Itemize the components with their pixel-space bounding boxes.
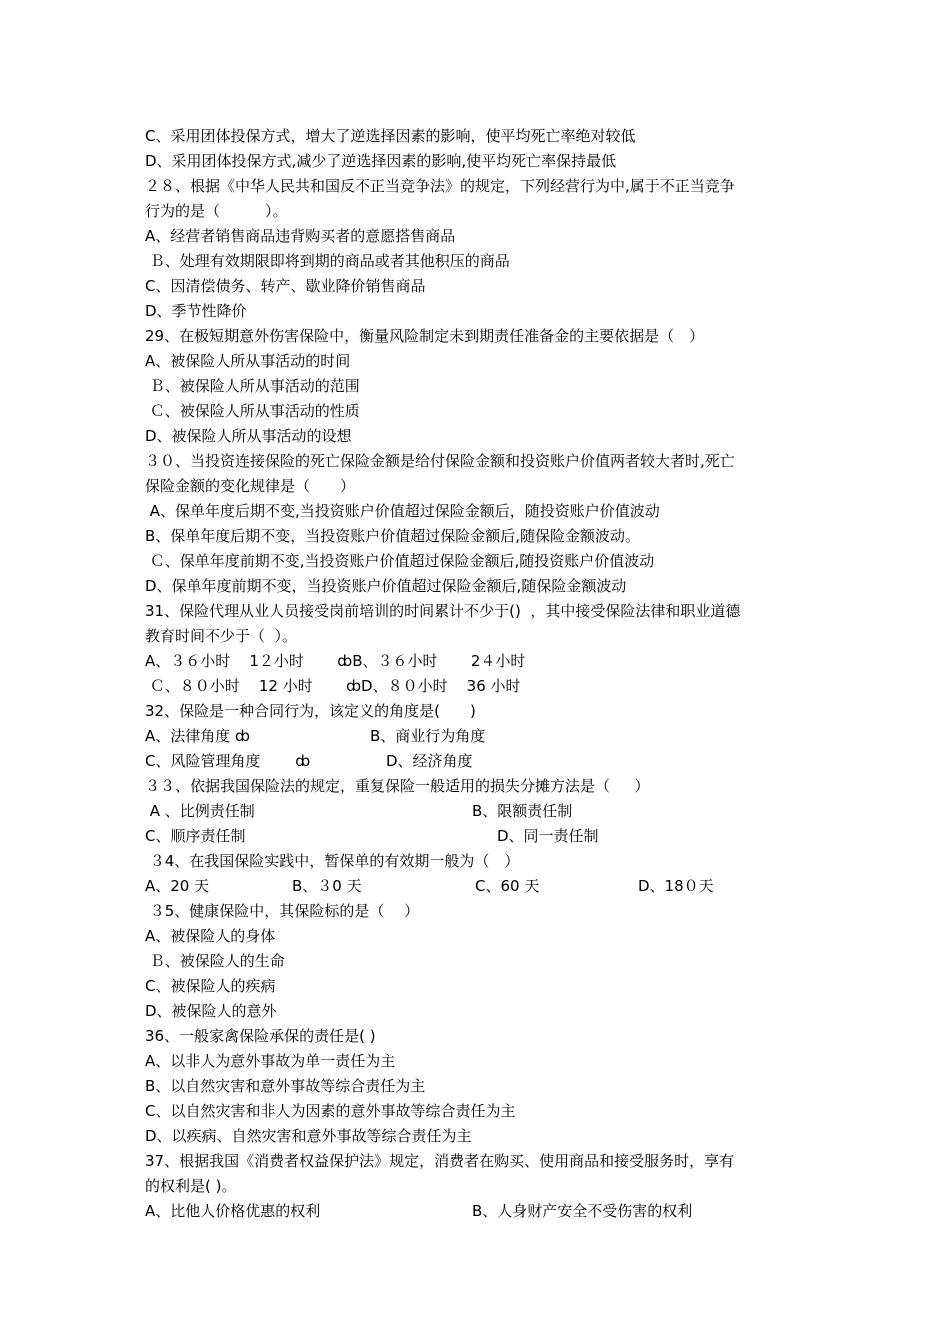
- q37-stem-line1: 37、根据我国《消费者权益保护法》规定，消费者在购买、使用商品和接受服务时，享有: [145, 1152, 735, 1170]
- q28-option-d: D、季节性降价: [145, 302, 247, 320]
- q32-stem: 32、保险是一种合同行为，该定义的角度是( ): [145, 702, 476, 720]
- q36-stem: 36、一般家禽保险承保的责任是( ): [145, 1027, 376, 1045]
- q37-option-b: B、人身财产安全不受伤害的权利: [472, 1202, 693, 1220]
- q35-option-b: Ｂ、被保险人的生命: [145, 952, 285, 970]
- q35-option-a: A、被保险人的身体: [145, 927, 276, 945]
- q32-option-c: C、风险管理角度 ȸ: [145, 752, 311, 770]
- q36-option-c: C、以自然灾害和非人为因素的意外事故等综合责任为主: [145, 1102, 516, 1120]
- q29-option-a: A、被保险人所从事活动的时间: [145, 352, 351, 370]
- q32-option-d: D、经济角度: [386, 752, 473, 770]
- q29-option-c: Ｃ、被保险人所从事活动的性质: [145, 402, 360, 420]
- q37-option-a: A、比他人价格优惠的权利: [145, 1202, 321, 1220]
- q28-stem-line1: ２８、根据《中华人民共和国反不正当竞争法》的规定，下列经营行为中,属于不正当竞争: [145, 177, 735, 195]
- q30-option-c: Ｃ、保单年度前期不变,当投资账户价值超过保险金额后,随投资账户价值波动: [145, 552, 655, 570]
- q33-option-a: A 、比例责任制: [145, 802, 255, 820]
- q34-option-d: D、18０天: [638, 877, 714, 895]
- q30-stem-line2: 保险金额的变化规律是（ ）: [145, 477, 356, 495]
- q32-option-a: A、法律角度 ȸ: [145, 727, 251, 745]
- q31-options-row2: Ｃ、８０小时 12 小时 ȸD、８０小时 36 小时: [145, 677, 521, 695]
- q29-stem: 29、在极短期意外伤害保险中，衡量风险制定未到期责任准备金的主要依据是（ ）: [145, 327, 705, 345]
- q31-stem-line1: 31、保险代理从业人员接受岗前培训的时间累计不少于() ，其中接受保险法律和职业道德: [145, 602, 741, 620]
- q30-stem-line1: ３０、当投资连接保险的死亡保险金额是给付保险金额和投资账户价值两者较大者时,死亡: [145, 452, 735, 470]
- q28-option-c: C、因清偿债务、转产、歇业降价销售商品: [145, 277, 426, 295]
- q36-option-d: D、以疾病、自然灾害和意外事故等综合责任为主: [145, 1127, 472, 1145]
- q34-stem: ３4、在我国保险实践中，暂保单的有效期一般为（ ）: [145, 852, 520, 870]
- q37-stem-line2: 的权利是( )。: [145, 1177, 237, 1195]
- q32-option-b: B、商业行为角度: [370, 727, 486, 745]
- q28-option-a: A、经营者销售商品违背购买者的意愿搭售商品: [145, 227, 456, 245]
- q31-options-row1: A、３６小时 1２小时 ȸB、３６小时 2４小时: [145, 652, 526, 670]
- q35-stem: ３5、健康保险中，其保险标的是（ ）: [145, 902, 420, 920]
- q36-option-b: B、以自然灾害和意外事故等综合责任为主: [145, 1077, 426, 1095]
- q33-stem: ３３、依据我国保险法的规定，重复保险一般适用的损失分摊方法是（ ）: [145, 777, 650, 795]
- q29-option-b: Ｂ、被保险人所从事活动的范围: [145, 377, 360, 395]
- q27-option-c: C、采用团体投保方式，增大了逆选择因素的影响，使平均死亡率绝对较低: [145, 127, 636, 145]
- q33-option-d: D、同一责任制: [497, 827, 599, 845]
- q30-option-d: D、保单年度前期不变，当投资账户价值超过保险金额后,随保险金额波动: [145, 577, 627, 595]
- q30-option-b: B、保单年度后期不变，当投资账户价值超过保险金额后,随保险金额波动。: [145, 527, 641, 545]
- q34-option-a: A、20 天: [145, 877, 210, 895]
- q29-option-d: D、被保险人所从事活动的设想: [145, 427, 352, 445]
- q35-option-c: C、被保险人的疾病: [145, 977, 276, 995]
- q34-option-b: B、３0 天: [292, 877, 362, 895]
- q27-option-d: D、采用团体投保方式,减少了逆选择因素的影响,使平均死亡率保持最低: [145, 152, 617, 170]
- q28-stem-line2: 行为的是（ ）。: [145, 202, 288, 220]
- q31-stem-line2: 教育时间不少于（ ）。: [145, 627, 298, 645]
- q28-option-b: Ｂ、处理有效期限即将到期的商品或者其他积压的商品: [145, 252, 510, 270]
- q35-option-d: D、被保险人的意外: [145, 1002, 277, 1020]
- q34-option-c: C、60 天: [475, 877, 540, 895]
- q33-option-c: C、顺序责任制: [145, 827, 246, 845]
- q33-option-b: B、限额责任制: [472, 802, 573, 820]
- q30-option-a: A、保单年度后期不变,当投资账户价值超过保险金额后，随投资账户价值波动: [145, 502, 660, 520]
- q36-option-a: A、以非人为意外事故为单一责任为主: [145, 1052, 396, 1070]
